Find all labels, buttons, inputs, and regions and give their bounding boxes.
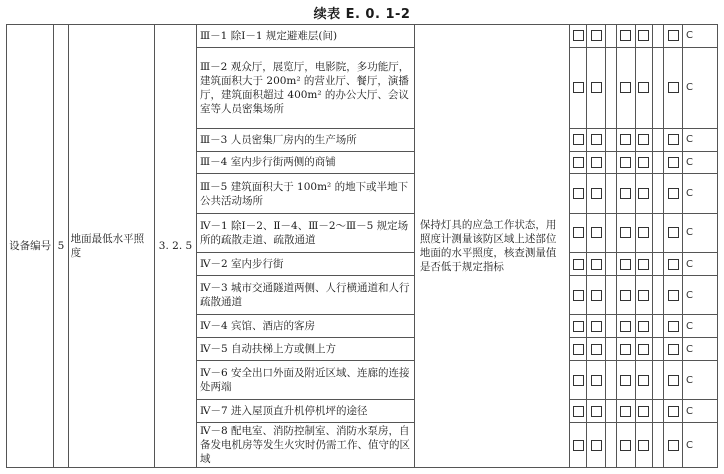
clause-reference: 3. 2. 5 bbox=[154, 25, 196, 468]
checkbox-cell bbox=[635, 315, 652, 338]
result-mark bbox=[682, 423, 717, 468]
checkbox-cell bbox=[587, 315, 605, 338]
result-mark bbox=[682, 361, 717, 400]
empty-cell bbox=[605, 47, 616, 128]
checkbox[interactable] bbox=[591, 188, 602, 199]
inspection-item: Ⅳ－2 室内步行街 bbox=[197, 253, 415, 276]
result-mark bbox=[682, 174, 717, 213]
checkbox[interactable] bbox=[620, 188, 631, 199]
checkbox[interactable] bbox=[668, 375, 679, 386]
checkbox[interactable] bbox=[668, 188, 679, 199]
checkbox-cell bbox=[664, 338, 682, 361]
checkbox[interactable] bbox=[573, 406, 584, 417]
mark-letter: C bbox=[685, 405, 693, 417]
checkbox[interactable] bbox=[591, 321, 602, 332]
empty-cell bbox=[605, 276, 616, 315]
inspection-item: Ⅲ－1 除Ⅰ－1 规定避难层(间) bbox=[197, 25, 415, 48]
checkbox-cell bbox=[570, 315, 587, 338]
checkbox[interactable] bbox=[620, 157, 631, 168]
checkbox[interactable] bbox=[668, 227, 679, 238]
mark-letter: C bbox=[685, 374, 693, 386]
empty-cell bbox=[653, 338, 664, 361]
checkbox-cell bbox=[587, 25, 605, 48]
empty-cell bbox=[605, 400, 616, 423]
checkbox-cell bbox=[587, 361, 605, 400]
checkbox[interactable] bbox=[591, 134, 602, 145]
checkbox[interactable] bbox=[668, 157, 679, 168]
result-mark bbox=[682, 253, 717, 276]
empty-cell bbox=[653, 400, 664, 423]
checkbox[interactable] bbox=[573, 30, 584, 41]
checkbox-cell bbox=[617, 151, 635, 174]
empty-cell bbox=[653, 315, 664, 338]
checkbox-cell bbox=[570, 213, 587, 252]
checkbox[interactable] bbox=[620, 406, 631, 417]
mark-letter: C bbox=[685, 156, 693, 168]
checkbox[interactable] bbox=[573, 375, 584, 386]
checkbox-cell bbox=[587, 423, 605, 468]
checkbox-cell bbox=[635, 151, 652, 174]
checkbox[interactable] bbox=[573, 259, 584, 270]
checkbox-cell bbox=[570, 338, 587, 361]
result-mark bbox=[682, 47, 717, 128]
checkbox-cell bbox=[587, 400, 605, 423]
checkbox[interactable] bbox=[591, 82, 602, 93]
checkbox-cell bbox=[617, 361, 635, 400]
checkbox-cell bbox=[587, 276, 605, 315]
checkbox[interactable] bbox=[573, 227, 584, 238]
checkbox[interactable] bbox=[591, 227, 602, 238]
checkbox[interactable] bbox=[573, 321, 584, 332]
checkbox-cell bbox=[664, 128, 682, 151]
checkbox[interactable] bbox=[638, 290, 649, 301]
checkbox[interactable] bbox=[668, 344, 679, 355]
checkbox-cell bbox=[587, 151, 605, 174]
empty-cell bbox=[653, 47, 664, 128]
empty-cell bbox=[653, 276, 664, 315]
checkbox-cell bbox=[635, 423, 652, 468]
checkbox-cell bbox=[587, 47, 605, 128]
checkbox-cell bbox=[570, 361, 587, 400]
checkbox-cell bbox=[617, 128, 635, 151]
empty-cell bbox=[605, 253, 616, 276]
inspection-item: Ⅳ－4 宾馆、酒店的客房 bbox=[197, 315, 415, 338]
checkbox-cell bbox=[635, 338, 652, 361]
result-mark bbox=[682, 315, 717, 338]
mark-letter: C bbox=[685, 258, 693, 270]
checkbox-cell bbox=[635, 276, 652, 315]
mark-letter: C bbox=[685, 134, 693, 146]
checkbox[interactable] bbox=[668, 259, 679, 270]
checkbox[interactable] bbox=[668, 406, 679, 417]
checkbox-cell bbox=[587, 253, 605, 276]
checkbox-cell bbox=[635, 174, 652, 213]
checkbox[interactable] bbox=[668, 440, 679, 451]
empty-cell bbox=[605, 423, 616, 468]
checkbox[interactable] bbox=[591, 440, 602, 451]
checkbox[interactable] bbox=[638, 30, 649, 41]
checkbox[interactable] bbox=[638, 344, 649, 355]
checkbox-cell bbox=[617, 47, 635, 128]
mark-letter: C bbox=[685, 188, 693, 200]
empty-cell bbox=[605, 338, 616, 361]
checkbox[interactable] bbox=[620, 134, 631, 145]
checkbox-cell bbox=[664, 213, 682, 252]
checkbox[interactable] bbox=[620, 344, 631, 355]
checkbox[interactable] bbox=[638, 406, 649, 417]
checkbox[interactable] bbox=[591, 30, 602, 41]
checkbox-cell bbox=[617, 174, 635, 213]
empty-cell bbox=[605, 361, 616, 400]
inspection-item: Ⅲ－5 建筑面积大于 100m² 的地下或半地下公共活动场所 bbox=[197, 174, 415, 213]
empty-cell bbox=[653, 253, 664, 276]
checkbox-cell bbox=[587, 128, 605, 151]
checkbox-cell bbox=[664, 47, 682, 128]
checkbox-cell bbox=[635, 25, 652, 48]
checkbox-cell bbox=[617, 253, 635, 276]
checkbox-cell bbox=[570, 174, 587, 213]
mark-letter: C bbox=[685, 227, 693, 239]
empty-cell bbox=[605, 213, 616, 252]
empty-cell bbox=[653, 213, 664, 252]
checkbox-cell bbox=[570, 151, 587, 174]
checkbox[interactable] bbox=[591, 157, 602, 168]
mark-letter: C bbox=[685, 289, 693, 301]
inspection-item: Ⅲ－3 人员密集厂房内的生产场所 bbox=[197, 128, 415, 151]
checkbox[interactable] bbox=[620, 82, 631, 93]
device-number-label: 设备编号 bbox=[7, 25, 54, 468]
checkbox[interactable] bbox=[638, 321, 649, 332]
checkbox[interactable] bbox=[638, 440, 649, 451]
checkbox[interactable] bbox=[591, 375, 602, 386]
empty-cell bbox=[653, 174, 664, 213]
result-mark bbox=[682, 276, 717, 315]
checkbox-cell bbox=[635, 47, 652, 128]
inspection-item: Ⅳ－6 安全出口外面及附近区域、连廊的连接处两端 bbox=[197, 361, 415, 400]
mark-letter: C bbox=[685, 320, 693, 332]
empty-cell bbox=[653, 25, 664, 48]
checkbox-cell bbox=[664, 423, 682, 468]
checkbox[interactable] bbox=[620, 30, 631, 41]
checkbox-cell bbox=[664, 400, 682, 423]
result-mark bbox=[682, 128, 717, 151]
mark-letter: C bbox=[685, 30, 693, 42]
checkbox-cell bbox=[617, 315, 635, 338]
checkbox-cell bbox=[617, 25, 635, 48]
checkbox[interactable] bbox=[638, 227, 649, 238]
checkbox-cell bbox=[664, 276, 682, 315]
checkbox[interactable] bbox=[573, 440, 584, 451]
empty-cell bbox=[653, 361, 664, 400]
checkbox-cell bbox=[635, 361, 652, 400]
checkbox-cell bbox=[664, 361, 682, 400]
checkbox[interactable] bbox=[668, 82, 679, 93]
empty-cell bbox=[605, 128, 616, 151]
checkbox[interactable] bbox=[573, 188, 584, 199]
checkbox-cell bbox=[570, 25, 587, 48]
table-title: 续表 E. 0. 1-2 bbox=[313, 7, 411, 22]
checkbox-cell bbox=[570, 128, 587, 151]
empty-cell bbox=[653, 128, 664, 151]
checkbox[interactable] bbox=[573, 157, 584, 168]
mark-letter: C bbox=[685, 343, 693, 355]
checkbox[interactable] bbox=[668, 321, 679, 332]
checkbox-cell bbox=[587, 213, 605, 252]
result-mark bbox=[682, 151, 717, 174]
empty-cell bbox=[605, 315, 616, 338]
checkbox[interactable] bbox=[620, 290, 631, 301]
empty-cell bbox=[605, 151, 616, 174]
checkbox[interactable] bbox=[638, 259, 649, 270]
checkbox-cell bbox=[635, 253, 652, 276]
checkbox[interactable] bbox=[668, 30, 679, 41]
checkbox[interactable] bbox=[638, 157, 649, 168]
inspection-item: Ⅳ－7 进入屋顶直升机停机坪的途径 bbox=[197, 400, 415, 423]
checkbox-cell bbox=[617, 400, 635, 423]
checkbox-cell bbox=[570, 47, 587, 128]
checkbox[interactable] bbox=[620, 227, 631, 238]
clause-name: 地面最低水平照度 bbox=[68, 25, 154, 468]
checkbox[interactable] bbox=[591, 290, 602, 301]
checkbox[interactable] bbox=[591, 259, 602, 270]
checkbox[interactable] bbox=[638, 188, 649, 199]
inspection-item: Ⅲ－4 室内步行街两侧的商铺 bbox=[197, 151, 415, 174]
result-mark bbox=[682, 213, 717, 252]
inspection-item: Ⅲ－2 观众厅，展览厅，电影院，多功能厅，建筑面积大于 200m² 的营业厅、餐厅，演播厅，建筑面积超过 400m² 的办公大厅、会议室等人员密集场所 bbox=[197, 47, 415, 128]
inspection-method: 保持灯具的应急工作状态，用照度计测量该防区域上述部位地面的水平照度，核查测量值是否低于规定指标 bbox=[414, 25, 569, 468]
checkbox[interactable] bbox=[620, 440, 631, 451]
empty-cell bbox=[605, 174, 616, 213]
empty-cell bbox=[653, 423, 664, 468]
checkbox[interactable] bbox=[573, 290, 584, 301]
checkbox[interactable] bbox=[573, 344, 584, 355]
checkbox[interactable] bbox=[668, 290, 679, 301]
mark-letter: C bbox=[685, 439, 693, 451]
checkbox-cell bbox=[617, 423, 635, 468]
checkbox-cell bbox=[664, 315, 682, 338]
checkbox-cell bbox=[587, 338, 605, 361]
inspection-item: Ⅳ－5 自动扶梯上方或侧上方 bbox=[197, 338, 415, 361]
empty-cell bbox=[605, 25, 616, 48]
checkbox[interactable] bbox=[668, 134, 679, 145]
inspection-item: Ⅳ－8 配电室、消防控制室、消防水泵房，自备发电机房等发生火灾时仍需工作、值守的区域 bbox=[197, 423, 415, 468]
checkbox-cell bbox=[587, 174, 605, 213]
checkbox[interactable] bbox=[638, 134, 649, 145]
checkbox[interactable] bbox=[591, 344, 602, 355]
checkbox-cell bbox=[635, 213, 652, 252]
checkbox[interactable] bbox=[620, 321, 631, 332]
checkbox-cell bbox=[617, 213, 635, 252]
checkbox[interactable] bbox=[620, 259, 631, 270]
checkbox-cell bbox=[570, 276, 587, 315]
mark-letter: C bbox=[685, 82, 693, 94]
checkbox-cell bbox=[617, 276, 635, 315]
checkbox-cell bbox=[570, 400, 587, 423]
empty-cell bbox=[653, 151, 664, 174]
checkbox-cell bbox=[617, 338, 635, 361]
table-row bbox=[7, 25, 718, 48]
checkbox[interactable] bbox=[638, 375, 649, 386]
checkbox-cell bbox=[635, 128, 652, 151]
checkbox[interactable] bbox=[573, 82, 584, 93]
result-mark bbox=[682, 25, 717, 48]
clause-index: 5 bbox=[54, 25, 68, 468]
result-mark bbox=[682, 338, 717, 361]
checkbox-cell bbox=[664, 253, 682, 276]
checkbox[interactable] bbox=[573, 134, 584, 145]
checkbox-cell bbox=[570, 423, 587, 468]
checkbox-cell bbox=[664, 174, 682, 213]
inspection-item: Ⅳ－3 城市交通隧道两侧、人行横通道和人行疏散通道 bbox=[197, 276, 415, 315]
checkbox-cell bbox=[664, 25, 682, 48]
checkbox-cell bbox=[664, 151, 682, 174]
inspection-table bbox=[6, 24, 718, 468]
checkbox-cell bbox=[570, 253, 587, 276]
checkbox[interactable] bbox=[591, 406, 602, 417]
inspection-item: Ⅳ－1 除Ⅰ－2、Ⅱ－4、Ⅲ－2～Ⅲ－5 规定场所的疏散走道、疏散通道 bbox=[197, 213, 415, 252]
checkbox-cell bbox=[635, 400, 652, 423]
checkbox[interactable] bbox=[620, 375, 631, 386]
checkbox[interactable] bbox=[638, 82, 649, 93]
result-mark bbox=[682, 400, 717, 423]
